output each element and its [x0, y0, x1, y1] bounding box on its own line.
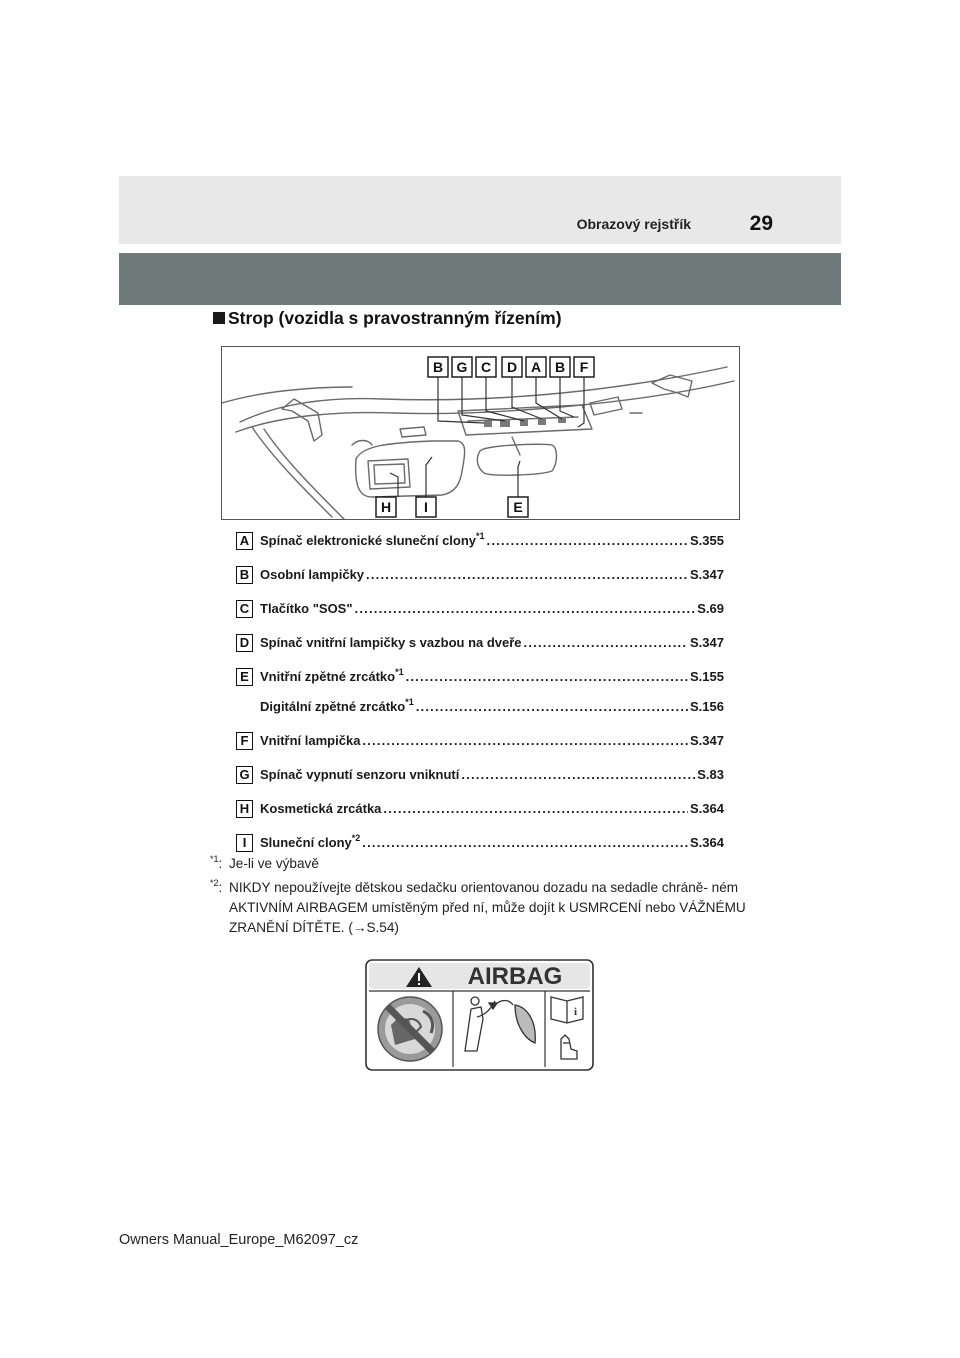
legend-row-e-digital: [236, 696, 726, 730]
legend-row-e: [236, 666, 726, 696]
legend-key: I: [236, 834, 253, 852]
legend-row-d: [236, 632, 726, 666]
legend-key: H: [236, 800, 253, 818]
section-title: [213, 308, 562, 329]
legend-page-ref: S.347: [690, 733, 724, 748]
legend-footnote-mark: *1: [476, 531, 485, 541]
legend-page-ref: S.69: [697, 601, 724, 616]
callout-top-f: [574, 357, 594, 377]
legend-list: [236, 530, 726, 866]
legend-key: E: [236, 668, 253, 686]
svg-text:I: I: [424, 499, 428, 515]
page-number: 29: [749, 212, 773, 235]
legend-key: B: [236, 566, 253, 584]
legend-page-ref: S.156: [690, 699, 724, 714]
legend-key: A: [236, 532, 253, 550]
legend-label: Sluneční clony: [260, 835, 352, 850]
legend-page-ref: S.83: [697, 767, 724, 782]
callout-top-b-2: [550, 357, 570, 377]
footnote-mark: *1: [210, 854, 219, 864]
callout-top-b-1: [428, 357, 448, 377]
callout-top-d: [502, 357, 522, 377]
legend-label: Spínač elektronické sluneční clony: [260, 533, 477, 548]
svg-text:i: i: [574, 1006, 578, 1018]
legend-footnote-mark: *1: [405, 697, 414, 707]
footnote-text: NIKDY nepoužívejte dětskou sedačku orientovanou dozadu na sedadle chráně- ném AKTIVNÍM AIRBAGEM umístěným před ní, může dojít k USMRCENÍ nebo VÁŽNÉMU ZRANĚNÍ DÍTĚTE. (→S.54): [229, 880, 746, 935]
legend-row-g: [236, 764, 726, 798]
legend-label: Digitální zpětné zrcátko: [260, 699, 406, 714]
legend-label: Kosmetická zrcátka: [260, 801, 382, 816]
callout-bottom-i: [416, 497, 436, 517]
legend-page-ref: S.364: [690, 835, 724, 850]
legend-row-a: [236, 530, 726, 564]
legend-row-b: [236, 564, 726, 598]
footnote-text: Je-li ve výbavě: [229, 856, 319, 871]
svg-text:B: B: [432, 359, 444, 375]
legend-label: Tlačítko "SOS": [260, 601, 353, 616]
svg-text:A: A: [530, 359, 542, 375]
legend-key: G: [236, 766, 253, 784]
legend-page-ref: S.364: [690, 801, 724, 816]
legend-footnote-mark: *2: [351, 833, 361, 843]
ceiling-drawing: [222, 347, 740, 520]
svg-text:B: B: [554, 359, 566, 375]
legend-key: C: [236, 600, 253, 618]
legend-page-ref: S.155: [690, 669, 724, 684]
legend-label: Spínač vypnutí senzoru vniknutí: [260, 767, 460, 782]
svg-text:C: C: [480, 359, 492, 375]
legend-key: D: [236, 634, 253, 652]
svg-text:G: G: [456, 359, 468, 375]
header-section-title: Obrazový rejstřík: [576, 216, 691, 232]
no-child-seat-icon: [378, 997, 442, 1061]
square-bullet-icon: [213, 312, 225, 324]
callout-bottom-e: [508, 497, 528, 517]
svg-text:H: H: [380, 499, 392, 515]
airbag-label-drawing: [365, 959, 594, 1071]
callout-bottom-h: [376, 497, 396, 517]
page-header: [119, 176, 841, 244]
callout-top-g: [452, 357, 472, 377]
footnote-1: $^{*1}$: Je-li ve výbavě: [210, 854, 319, 871]
footnote-mark: *2: [210, 878, 219, 888]
legend-label: Vnitřní zpětné zrcátko: [260, 669, 396, 684]
legend-key: F: [236, 732, 253, 750]
footnotes: [210, 854, 750, 938]
legend-row-h: [236, 798, 726, 832]
section-title-text: Strop (vozidla s pravostranným řízením): [228, 308, 562, 328]
svg-text:F: F: [579, 359, 589, 375]
legend-row-f: [236, 730, 726, 764]
airbag-warning-label: [365, 959, 594, 1071]
callout-top-c: [476, 357, 496, 377]
legend-page-ref: S.347: [690, 635, 724, 650]
footnote-2: $^{*2}$: NIKDY nepoužívejte dětskou sedačku orientovanou dozadu na sedadle chráně- ném AKTIVNÍM AIRBAGEM umístěným před ní, může dojít k USMRCENÍ nebo VÁŽNÉMU ZRANĚNÍ DÍTĚTE. (→S.54): [210, 878, 746, 935]
legend-label: Spínač vnitřní lampičky s vazbou na dveře: [260, 635, 522, 650]
header-band: [119, 253, 841, 305]
legend-label: Osobní lampičky: [260, 567, 365, 582]
airbag-label-text: AIRBAG: [467, 963, 563, 990]
legend-page-ref: S.347: [690, 567, 724, 582]
legend-page-ref: S.355: [690, 533, 724, 548]
legend-label: Vnitřní lampička: [260, 733, 361, 748]
svg-text:D: D: [506, 359, 518, 375]
svg-text:E: E: [513, 499, 523, 515]
legend-row-c: [236, 598, 726, 632]
callout-top-a: [526, 357, 546, 377]
ceiling-illustration: [221, 346, 740, 520]
footer-text: Owners Manual_Europe_M62097_cz: [119, 1232, 359, 1248]
legend-footnote-mark: *1: [395, 667, 404, 677]
